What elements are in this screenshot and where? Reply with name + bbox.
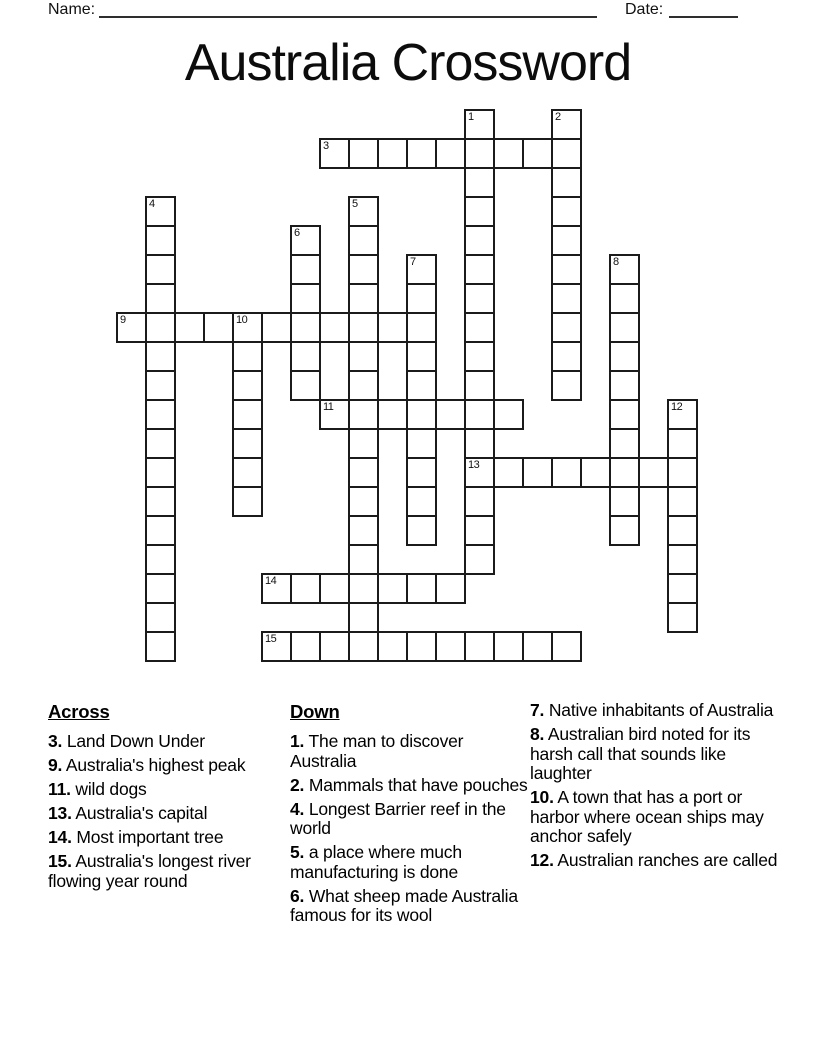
crossword-cell[interactable] (232, 341, 263, 372)
crossword-cell[interactable] (145, 544, 176, 575)
clue-number: 14. (48, 827, 72, 847)
cell-number: 15 (265, 633, 277, 645)
crossword-cell[interactable] (377, 312, 408, 343)
crossword-cell[interactable] (609, 428, 640, 459)
clue-number: 2. (290, 774, 305, 795)
crossword-cell[interactable] (551, 283, 582, 314)
crossword-cell[interactable] (464, 109, 495, 140)
clue-number: 13. (48, 803, 72, 823)
name-label: Name: (48, 1, 96, 18)
clue: 8. Australian bird noted for its harsh call that sounds like laughter (530, 724, 751, 783)
clue: 14. Most important tree (48, 827, 224, 847)
crossword-cell[interactable] (464, 370, 495, 401)
crossword-cell[interactable] (145, 486, 176, 517)
crossword-cell[interactable] (319, 399, 350, 430)
cell-number: 5 (352, 198, 358, 210)
crossword-cell[interactable] (435, 573, 466, 604)
crossword-cell[interactable] (377, 399, 408, 430)
crossword-cell[interactable] (464, 225, 495, 256)
crossword-cell[interactable] (232, 370, 263, 401)
clue-number: 3. (48, 731, 63, 751)
cell-number: 9 (120, 314, 126, 326)
clue-number: 10. (530, 787, 554, 807)
crossword-cell[interactable] (551, 196, 582, 227)
crossword-cell[interactable] (145, 399, 176, 430)
clue-column-across (48, 701, 286, 896)
crossword-cell[interactable] (290, 631, 321, 662)
cell-number: 11 (323, 401, 334, 413)
cell-number: 8 (613, 256, 619, 268)
date-input-line[interactable] (669, 0, 738, 18)
clue-number: 7. (530, 700, 545, 720)
crossword-cell[interactable] (667, 428, 698, 459)
clue: 3. Land Down Under (48, 731, 205, 751)
crossword-cell[interactable] (290, 254, 321, 285)
crossword-cell[interactable] (406, 341, 437, 372)
crossword-cell[interactable] (551, 254, 582, 285)
crossword-cell[interactable] (551, 457, 582, 488)
crossword-cell[interactable] (667, 544, 698, 575)
clue: 5. a place where much manufacturing is done (290, 842, 462, 882)
crossword-cell[interactable] (609, 457, 640, 488)
clue: 10. A town that has a port or harbor where ocean ships may anchor safely (530, 787, 764, 846)
crossword-cell[interactable] (348, 602, 379, 633)
crossword-cell[interactable] (145, 602, 176, 633)
crossword-cell[interactable] (435, 399, 466, 430)
crossword-cell[interactable] (551, 341, 582, 372)
crossword-cell[interactable] (116, 312, 147, 343)
clue-number: 15. (48, 851, 72, 871)
crossword-cell[interactable] (348, 486, 379, 517)
crossword-cell[interactable] (290, 573, 321, 604)
crossword-cell[interactable] (464, 631, 495, 662)
cell-number: 2 (555, 111, 561, 123)
crossword-cell[interactable] (493, 457, 524, 488)
crossword-cell[interactable] (667, 486, 698, 517)
crossword-cell[interactable] (551, 370, 582, 401)
crossword-cell[interactable] (609, 312, 640, 343)
crossword-cell[interactable] (348, 515, 379, 546)
crossword-cell[interactable] (348, 399, 379, 430)
crossword-cell[interactable] (609, 370, 640, 401)
crossword-cell[interactable] (203, 312, 234, 343)
cell-number: 3 (323, 140, 329, 152)
crossword-cell[interactable] (406, 283, 437, 314)
crossword-cell[interactable] (464, 167, 495, 198)
crossword-cell[interactable] (464, 457, 495, 488)
cell-number: 1 (468, 111, 474, 123)
page-title: Australia Crossword (184, 34, 632, 92)
cell-number: 7 (410, 256, 416, 268)
crossword-cell[interactable] (145, 312, 176, 343)
crossword-cell[interactable] (667, 457, 698, 488)
crossword-cell[interactable] (377, 138, 408, 169)
crossword-cell[interactable] (464, 138, 495, 169)
crossword-cell[interactable] (551, 138, 582, 169)
crossword-cell[interactable] (174, 312, 205, 343)
crossword-cell[interactable] (348, 457, 379, 488)
crossword-cell[interactable] (464, 515, 495, 546)
crossword-cell[interactable] (232, 428, 263, 459)
crossword-cell[interactable] (638, 457, 669, 488)
clue-number: 5. (290, 842, 305, 862)
crossword-cell[interactable] (348, 341, 379, 372)
crossword-cell[interactable] (464, 544, 495, 575)
clue: 6. What sheep made Australia famous for its wool (290, 885, 518, 925)
crossword-cell[interactable] (406, 486, 437, 517)
crossword-cell[interactable] (290, 283, 321, 314)
crossword-cell[interactable] (493, 399, 524, 430)
clue-column-down-2 (530, 701, 778, 875)
crossword-cell[interactable] (145, 428, 176, 459)
crossword-cell[interactable] (406, 428, 437, 459)
crossword-cell[interactable] (145, 341, 176, 372)
crossword-cell[interactable] (348, 283, 379, 314)
crossword-cell[interactable] (609, 515, 640, 546)
crossword-cell[interactable] (522, 457, 553, 488)
crossword-cell[interactable] (493, 631, 524, 662)
crossword-cell[interactable] (406, 254, 437, 285)
crossword-cell[interactable] (667, 515, 698, 546)
clue: 1. The man to discover Australia (290, 731, 464, 771)
crossword-cell[interactable] (348, 428, 379, 459)
crossword-cell[interactable] (145, 573, 176, 604)
crossword-cell[interactable] (551, 225, 582, 256)
clue-number: 6. (290, 885, 305, 906)
clue-number: 9. (48, 755, 63, 775)
clue: 7. Native inhabitants of Australia (530, 700, 774, 720)
crossword-cell[interactable] (406, 370, 437, 401)
crossword-cell[interactable] (406, 631, 437, 662)
crossword-cell[interactable] (319, 312, 350, 343)
crossword-cell[interactable] (319, 573, 350, 604)
cell-number: 13 (468, 459, 480, 471)
crossword-cell[interactable] (406, 312, 437, 343)
clue: 4. Longest Barrier reef in the world (290, 798, 506, 838)
crossword-cell[interactable] (667, 573, 698, 604)
crossword-cell[interactable] (580, 457, 611, 488)
crossword-cell[interactable] (551, 312, 582, 343)
crossword-cell[interactable] (145, 254, 176, 285)
crossword-cell[interactable] (348, 196, 379, 227)
clue-number: 12. (530, 850, 554, 870)
cell-number: 12 (671, 401, 683, 413)
crossword-cell[interactable] (319, 138, 350, 169)
crossword-cell[interactable] (551, 109, 582, 140)
clue: 2. Mammals that have pouches (290, 774, 528, 795)
crossword-cell[interactable] (435, 138, 466, 169)
crossword-cell[interactable] (290, 370, 321, 401)
name-input-line[interactable] (99, 0, 597, 18)
crossword-cell[interactable] (348, 138, 379, 169)
crossword-cell[interactable] (319, 631, 350, 662)
crossword-cell[interactable] (232, 486, 263, 517)
clue-number: 11. (48, 779, 71, 799)
clue-list-heading: Across (48, 701, 110, 722)
crossword-cell[interactable] (464, 428, 495, 459)
clue: 12. Australian ranches are called (530, 850, 778, 870)
crossword-cell[interactable] (290, 312, 321, 343)
crossword-cell[interactable] (464, 283, 495, 314)
crossword-cell[interactable] (609, 486, 640, 517)
crossword-cell[interactable] (290, 341, 321, 372)
crossword-cell[interactable] (145, 196, 176, 227)
crossword-cell[interactable] (464, 341, 495, 372)
crossword-cell[interactable] (667, 602, 698, 633)
crossword-cell[interactable] (522, 138, 553, 169)
crossword-cell[interactable] (348, 254, 379, 285)
crossword-cell[interactable] (145, 515, 176, 546)
crossword-cell[interactable] (145, 225, 176, 256)
crossword-cell[interactable] (464, 254, 495, 285)
crossword-cell[interactable] (145, 283, 176, 314)
crossword-cell[interactable] (348, 312, 379, 343)
crossword-cell[interactable] (464, 312, 495, 343)
crossword-cell[interactable] (609, 254, 640, 285)
crossword-cell[interactable] (551, 167, 582, 198)
crossword-cell[interactable] (609, 399, 640, 430)
crossword-cell[interactable] (406, 399, 437, 430)
crossword-cell[interactable] (667, 399, 698, 430)
crossword-cell[interactable] (145, 631, 176, 662)
crossword-cell[interactable] (348, 573, 379, 604)
crossword-cell[interactable] (348, 225, 379, 256)
crossword-cell[interactable] (290, 225, 321, 256)
cell-number: 10 (236, 314, 248, 326)
crossword-cell[interactable] (464, 486, 495, 517)
crossword-cell[interactable] (145, 370, 176, 401)
cell-number: 4 (149, 198, 155, 210)
crossword-cell[interactable] (435, 631, 466, 662)
crossword-cell[interactable] (261, 312, 292, 343)
clue: 11. wild dogs (48, 779, 147, 799)
clue: 15. Australia's longest river flowing year round (48, 851, 251, 891)
clue-number: 1. (290, 731, 305, 751)
crossword-cell[interactable] (261, 631, 292, 662)
crossword-cell[interactable] (406, 515, 437, 546)
clue-column-down-1 (290, 701, 528, 930)
crossword-cell[interactable] (261, 573, 292, 604)
crossword-cell[interactable] (232, 457, 263, 488)
crossword-cell[interactable] (348, 631, 379, 662)
clue-number: 4. (290, 798, 305, 819)
clue: 13. Australia's capital (48, 803, 208, 823)
crossword-cell[interactable] (609, 283, 640, 314)
crossword-cell[interactable] (609, 341, 640, 372)
crossword-cell[interactable] (377, 573, 408, 604)
crossword-cell[interactable] (232, 312, 263, 343)
clue-number: 8. (530, 724, 545, 744)
crossword-cell[interactable] (464, 399, 495, 430)
crossword-cell[interactable] (406, 573, 437, 604)
crossword-cell[interactable] (145, 457, 176, 488)
cell-number: 14 (265, 575, 277, 587)
crossword-cell[interactable] (406, 457, 437, 488)
crossword-cell[interactable] (464, 196, 495, 227)
crossword-cell[interactable] (377, 631, 408, 662)
cell-number: 6 (294, 227, 300, 239)
crossword-cell[interactable] (348, 544, 379, 575)
clue: 9. Australia's highest peak (48, 755, 246, 775)
crossword-cell[interactable] (551, 631, 582, 662)
crossword-cell[interactable] (493, 138, 524, 169)
crossword-cell[interactable] (232, 399, 263, 430)
crossword-cell[interactable] (522, 631, 553, 662)
crossword-cell[interactable] (406, 138, 437, 169)
date-label: Date: (625, 1, 664, 18)
crossword-cell[interactable] (348, 370, 379, 401)
clue-list-heading: Down (290, 701, 340, 722)
